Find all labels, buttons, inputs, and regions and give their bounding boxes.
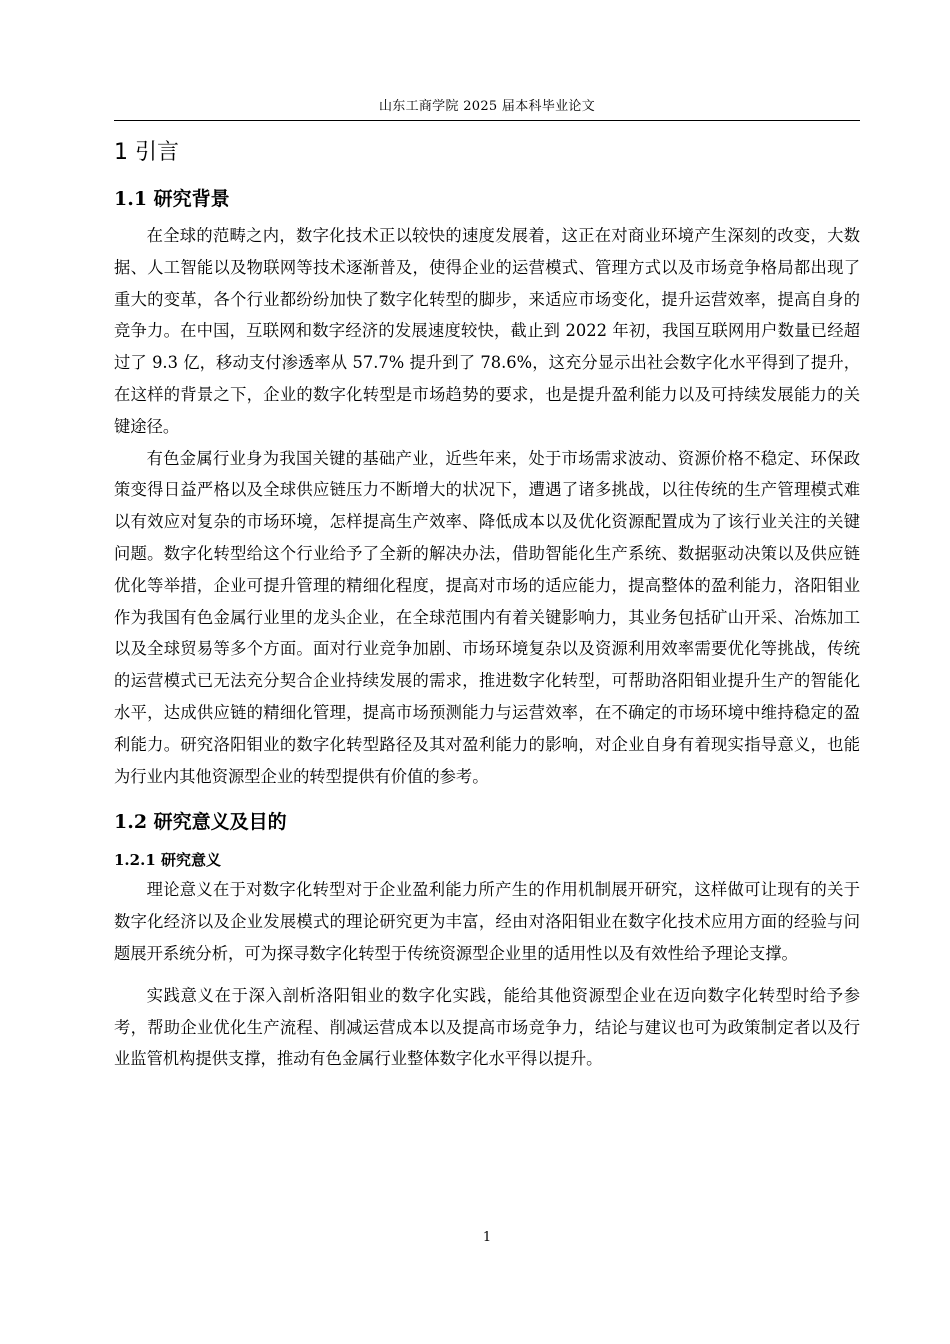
section-heading-background: 1.1 研究背景 xyxy=(114,188,230,210)
paragraph: 理论意义在于对数字化转型对于企业盈利能力所产生的作用机制展开研究，这样做可让现有的关于数字化经济以及企业发展模式的理论研究更为丰富，经由对洛阳钼业在数字化技术应用方面的经验与问题展开系统分析，可为探寻数字化转型于传统资源型企业里的适用性以及有效性给予理论支撑。 xyxy=(114,880,860,963)
chapter-title: 1 引言 xyxy=(114,140,179,165)
running-header: 山东工商学院 2025 届本科毕业论文 xyxy=(378,99,596,114)
paragraph: 在全球的范畴之内，数字化技术正以较快的速度发展着，这正在对商业环境产生深刻的改变，大数据、人工智能以及物联网等技术逐渐普及，使得企业的运营模式、管理方式以及市场竞争格局都出现了重大的变革，各个行业都纷纷加快了数字化转型的脚步，来适应市场变化，提升运营效率，提高自身的竞争力。在中国，互联网和数字经济的发展速度较快，截止到 2022 年初，我国互联网用户数量已经超过了 9.3 亿，移动支付渗透率从 57.7% 提升到了 78.6%，这充分显示出社会数字化水平得到了提升，在这样的背景之下，企业的数字化转型是市场趋势的要求，也是提升盈利能力以及可持续发展能力的关键途径。 xyxy=(114,226,860,436)
paragraph: 实践意义在于深入剖析洛阳钼业的数字化实践，能给其他资源型企业在迈向数字化转型时给予参考，帮助企业优化生产流程、削减运营成本以及提高市场竞争力，结论与建议也可为政策制定者以及行业监管机构提供支撑，推动有色金属行业整体数字化水平得以提升。 xyxy=(114,985,860,1069)
page-number: 1 xyxy=(482,1230,492,1245)
page-content xyxy=(114,138,860,1075)
subsection-heading: 1.2.1 研究意义 xyxy=(114,851,221,870)
header-rule xyxy=(114,120,860,121)
section-heading-significance: 1.2 研究意义及目的 xyxy=(114,811,287,834)
paragraph: 有色金属行业身为我国关键的基础产业，近些年来，处于市场需求波动、资源价格不稳定、环保政策变得日益严格以及全球供应链压力不断增大的状况下，遭遇了诸多挑战，以往传统的生产管理模式难以有效应对复杂的市场环境，怎样提高生产效率、降低成本以及优化资源配置成为了该行业关注的关键问题。数字化转型给这个行业给予了全新的解决办法，借助智能化生产系统、数据驱动决策以及供应链优化等举措，企业可提升管理的精细化程度，提高对市场的适应能力，提高整体的盈利能力，洛阳钼业作为我国有色金属行业里的龙头企业，在全球范围内有着关键影响力，其业务包括矿山开采、冶炼加工以及全球贸易等多个方面。面对行业竞争加剧、市场环境复杂以及资源利用效率需要优化等挑战，传统的运营模式已无法充分契合企业持续发展的需求，推进数字化转型，可帮助洛阳钼业提升生产的智能化水平，达成供应链的精细化管理，提高市场预测能力与运营效率，在不确定的市场环境中维持稳定的盈利能力。研究洛阳钼业的数字化转型路径及其对盈利能力的影响，对企业自身有着现实指导意义，也能为行业内其他资源型企业的转型提供有价值的参考。 xyxy=(114,448,860,786)
